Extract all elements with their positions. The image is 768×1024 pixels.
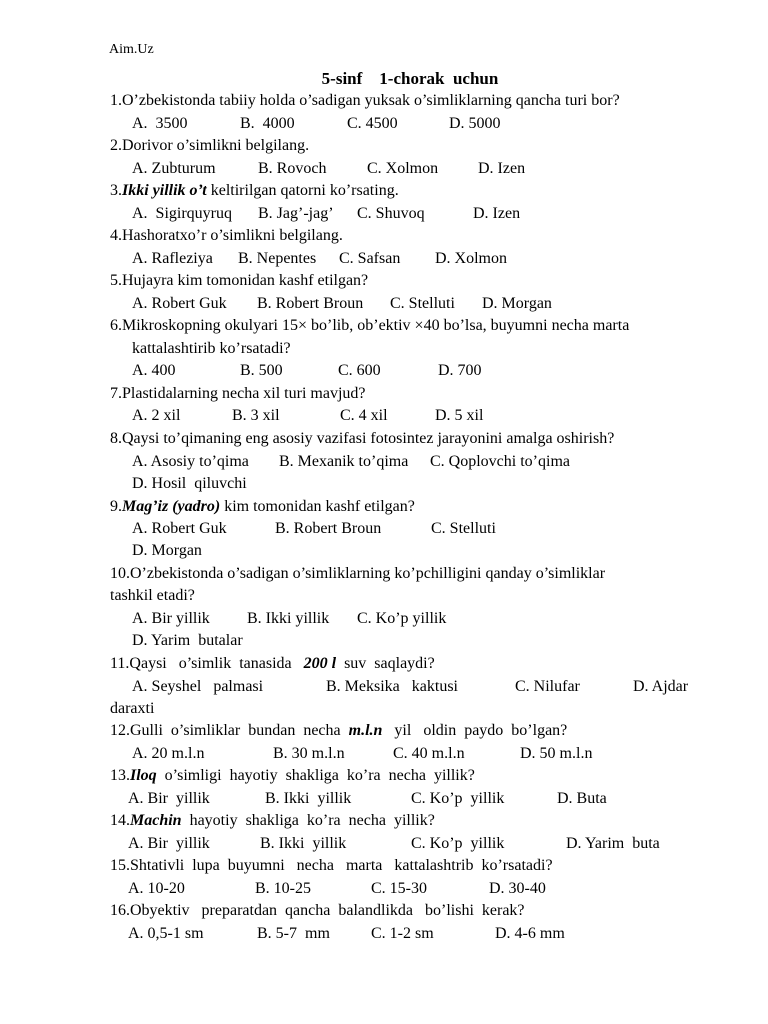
q9-option-d: D. Morgan bbox=[132, 542, 202, 559]
question-9: 9.Mag’iz (yadro) kim tomonidan kashf etilgan? bbox=[110, 498, 415, 515]
q6-option-a: A. 400 bbox=[132, 362, 176, 379]
q8-option-a: A. Asosiy to’qima bbox=[132, 453, 249, 470]
q3-option-b: B. Jag’-jag’ bbox=[258, 205, 334, 222]
q14-option-b: B. Ikki yillik bbox=[260, 835, 347, 852]
question-10-cont: tashkil etadi? bbox=[110, 587, 195, 604]
question-8: 8.Qaysi to’qimaning eng asosiy vazifasi fotosintez jarayonini amalga oshirish? bbox=[110, 430, 615, 447]
question-10: 10.O’zbekistonda o’sadigan o’simliklarning ko’pchilligini qanday o’simliklar bbox=[110, 565, 606, 582]
q11-option-a: A. Seyshel palmasi bbox=[132, 678, 264, 695]
q13-option-b: B. Ikki yillik bbox=[265, 790, 352, 807]
q15-option-d: D. 30-40 bbox=[489, 880, 546, 897]
q8-option-c: C. Qoplovchi to’qima bbox=[430, 453, 570, 470]
question-12: 12.Gulli o’simliklar bundan necha m.l.n yil oldin paydo bo’lgan? bbox=[110, 722, 568, 739]
q15-option-b: B. 10-25 bbox=[255, 880, 311, 897]
q6-option-c: C. 600 bbox=[338, 362, 381, 379]
q15-option-a: A. 10-20 bbox=[128, 880, 185, 897]
q5-option-d: D. Morgan bbox=[482, 295, 552, 312]
q4-option-d: D. Xolmon bbox=[435, 250, 507, 267]
question-5: 5.Hujayra kim tomonidan kashf etilgan? bbox=[110, 272, 369, 289]
q13-option-c: C. Ko’p yillik bbox=[411, 790, 505, 807]
question-2: 2.Dorivor o’simlikni belgilang. bbox=[110, 137, 310, 154]
q14-option-a: A. Bir yillik bbox=[128, 835, 210, 852]
q16-option-d: D. 4-6 mm bbox=[495, 925, 565, 942]
question-14: 14.Machin hayotiy shakliga ko’ra necha yillik? bbox=[110, 812, 435, 829]
q8-option-b: B. Mexanik to’qima bbox=[279, 453, 409, 470]
q14-option-d: D. Yarim buta bbox=[566, 835, 660, 852]
q6-option-b: B. 500 bbox=[240, 362, 283, 379]
q15-option-c: C. 15-30 bbox=[371, 880, 427, 897]
q9-option-c: C. Stelluti bbox=[431, 520, 496, 537]
q12-option-b: B. 30 m.l.n bbox=[273, 745, 345, 762]
q12-option-a: A. 20 m.l.n bbox=[132, 745, 205, 762]
q1-option-b: B. 4000 bbox=[240, 115, 295, 132]
q4-option-a: A. Rafleziya bbox=[132, 250, 213, 267]
q2-option-c: C. Xolmon bbox=[367, 160, 439, 177]
question-6: 6.Mikroskopning okulyari 15× bo’lib, ob’ektiv ×40 bo’lsa, buyumni necha marta bbox=[110, 317, 630, 334]
q7-option-b: B. 3 xil bbox=[232, 407, 280, 424]
q16-option-c: C. 1-2 sm bbox=[371, 925, 434, 942]
q11-option-d: D. Ajdar bbox=[633, 678, 689, 695]
q7-option-c: C. 4 xil bbox=[340, 407, 388, 424]
question-4: 4.Hashoratxo’r o’simlikni belgilang. bbox=[110, 227, 343, 244]
q10-option-c: C. Ko’p yillik bbox=[357, 610, 447, 627]
q7-option-a: A. 2 xil bbox=[132, 407, 181, 424]
question-7: 7.Plastidalarning necha xil turi mavjud? bbox=[110, 385, 366, 402]
q14-option-c: C. Ko’p yillik bbox=[411, 835, 505, 852]
q3-option-c: C. Shuvoq bbox=[357, 205, 425, 222]
question-15: 15.Shtativli lupa buyumni necha marta kattalashtrib ko’rsatadi? bbox=[110, 857, 553, 874]
q4-option-c: C. Safsan bbox=[339, 250, 401, 267]
q3-option-d: D. Izen bbox=[473, 205, 521, 222]
q13-option-a: A. Bir yillik bbox=[128, 790, 210, 807]
q7-option-d: D. 5 xil bbox=[435, 407, 484, 424]
brand-label: Aim.Uz bbox=[109, 42, 154, 57]
q1-option-c: C. 4500 bbox=[347, 115, 398, 132]
q16-option-a: A. 0,5-1 sm bbox=[128, 925, 204, 942]
q4-option-b: B. Nepentes bbox=[238, 250, 317, 267]
q6-option-d: D. 700 bbox=[438, 362, 482, 379]
q11-option-c: C. Nilufar bbox=[515, 678, 580, 695]
question-13: 13.Iloq o’simligi hayotiy shakliga ko’ra necha yillik? bbox=[110, 767, 475, 784]
q12-option-d: D. 50 m.l.n bbox=[520, 745, 593, 762]
q2-option-a: A. Zubturum bbox=[132, 160, 216, 177]
q10-option-b: B. Ikki yillik bbox=[247, 610, 330, 627]
q5-option-b: B. Robert Broun bbox=[257, 295, 364, 312]
q9-option-b: B. Robert Broun bbox=[275, 520, 382, 537]
question-3: 3.Ikki yillik o’t keltirilgan qatorni ko’rsating. bbox=[110, 182, 399, 199]
question-1: 1.O’zbekistonda tabiiy holda o’sadigan yuksak o’simliklarning qancha turi bor? bbox=[110, 92, 620, 109]
q16-option-b: B. 5-7 mm bbox=[257, 925, 330, 942]
q1-option-d: D. 5000 bbox=[449, 115, 501, 132]
q5-option-c: C. Stelluti bbox=[390, 295, 455, 312]
question-16: 16.Obyektiv preparatdan qancha balandlikda bo’lishi kerak? bbox=[110, 902, 525, 919]
q10-option-d: D. Yarim butalar bbox=[132, 632, 243, 649]
q2-option-b: B. Rovoch bbox=[258, 160, 327, 177]
question-11: 11.Qaysi o’simlik tanasida 200 l suv saqlaydi? bbox=[110, 655, 435, 672]
q2-option-d: D. Izen bbox=[478, 160, 526, 177]
q8-option-d: D. Hosil qiluvchi bbox=[132, 475, 247, 492]
q11-option-d-cont: daraxti bbox=[110, 700, 155, 717]
q10-option-a: A. Bir yillik bbox=[132, 610, 210, 627]
q13-option-d: D. Buta bbox=[557, 790, 607, 807]
page-title: 5-sinf 1-chorak uchun bbox=[321, 69, 499, 88]
q9-option-a: A. Robert Guk bbox=[132, 520, 227, 537]
question-6-cont: kattalashtirib ko’rsatadi? bbox=[132, 340, 291, 357]
q11-option-b: B. Meksika kaktusi bbox=[326, 678, 458, 695]
q12-option-c: C. 40 m.l.n bbox=[393, 745, 465, 762]
q3-option-a: A. Sigirquyruq bbox=[132, 205, 232, 222]
q5-option-a: A. Robert Guk bbox=[132, 295, 227, 312]
q1-option-a: A. 3500 bbox=[132, 115, 188, 132]
